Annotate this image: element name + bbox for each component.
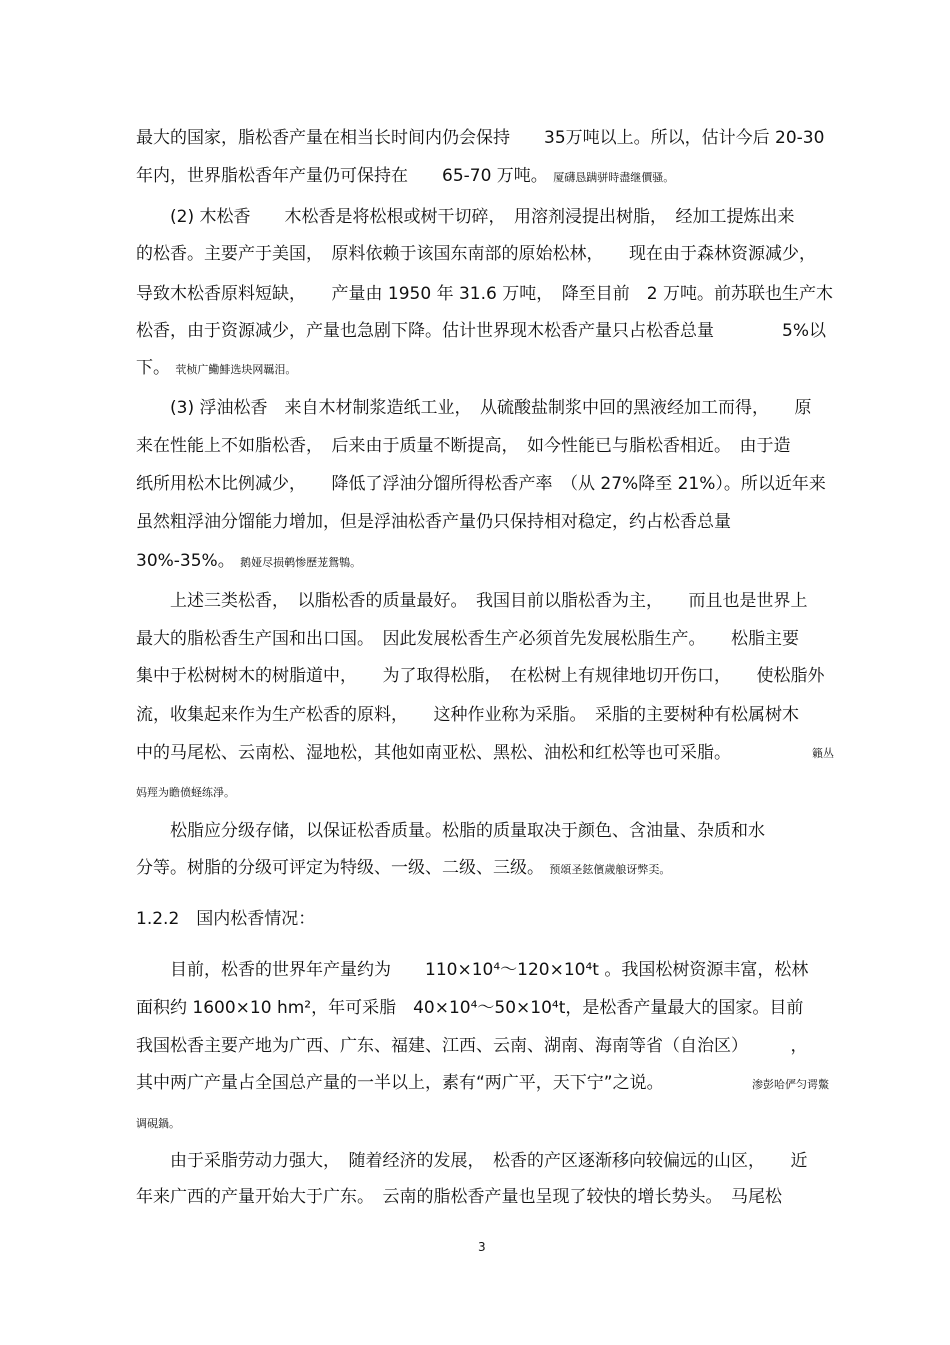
garbled-note-line: 妈羥为瞻偾蛏练淨。 — [136, 786, 235, 799]
text-line-6: 松香，由于资源减少，产量也急剧下降。估计世界现木松香产量只占松香总量 5%以 — [136, 321, 826, 341]
garbled-note-right: 渗彭哈俨匀谔鱉 — [752, 1078, 829, 1091]
text-line-24: 我国松香主要产地为广西、广东、福建、江西、云南、湖南、海南等省（自治区） ， — [136, 1036, 808, 1056]
garbled-note-right: 籟丛 — [812, 747, 834, 760]
text-line-1: 最大的国家，脂松香产量在相当长时间内仍会保持 35万吨以上。所以，估计今后 20-30 — [136, 128, 825, 148]
text-line-23: 面积约 1600×10 hm²，年可采脂 40×10⁴～50×10⁴t，是松香产量最大的国家。目前 — [136, 998, 804, 1018]
text-line-4: 的松香。主要产于美国， 原料依赖于该国东南部的原始松林， 现在由于森林资源减少， — [136, 244, 816, 264]
text-line-9: 来在性能上不如脂松香， 后来由于质量不断提高， 如今性能已与脂松香相近。 由于造 — [136, 436, 791, 456]
text-line-14: 最大的脂松香生产国和出口国。 因此发展松香生产必须首先发展松脂生产。 松脂主要 — [136, 629, 799, 649]
text-line-3: (2) 木松香 木松香是将松根或树干切碎， 用溶剂浸提出树脂， 经加工提炼出来 — [136, 207, 795, 227]
text-line-16: 流，收集起来作为生产松香的原料， 这种作业称为采脂。 采脂的主要树种有松属树木 — [136, 705, 799, 725]
text-line-5: 导致木松香原料短缺， 产量由 1950 年 31.6 万吨， 降至目前 2 万吨。前苏联也生产木 — [136, 284, 833, 304]
text-line-27: 由于采脂劳动力强大， 随着经济的发展， 松香的产区逐渐移向较偏远的山区， 近 — [136, 1151, 808, 1171]
text-line-7 — [136, 357, 296, 381]
garbled-note: 茕桢广鰳鯡选块网羈泪。 — [175, 363, 297, 376]
text-line-17: 中的马尾松、云南松、湿地松，其他如南亚松、黑松、油松和红松等也可采脂。 — [136, 743, 731, 763]
text-line-2-main: 年内，世界脂松香年产量仍可保持在 65-70 万吨。 — [136, 166, 548, 186]
text-line-13: 上述三类松香， 以脂松香的质量最好。 我国目前以脂松香为主， 而且也是世界上 — [136, 591, 808, 611]
garbled-note: 厦礴恳蹒骈時盡继價骚。 — [553, 171, 675, 184]
text-line-20-main: 分等。树脂的分级可评定为特级、一级、二级、三级。 — [136, 858, 544, 878]
text-line-12 — [136, 550, 361, 574]
section-heading: 1.2.2 国内松香情况： — [136, 909, 316, 929]
text-line-12-main: 30%-35%。 — [136, 551, 235, 571]
text-line-19: 松脂应分级存储，以保证松香质量。松脂的质量取决于颜色、含油量、杂质和水 — [136, 821, 765, 841]
text-line-15: 集中于松树树木的树脂道中， 为了取得松脂， 在松树上有规律地切开伤口， 使松脂外 — [136, 666, 825, 686]
text-line-22: 目前，松香的世界年产量约为 110×10⁴～120×10⁴t 。我国松树资源丰富，松林 — [136, 960, 809, 980]
text-line-10: 纸所用松木比例减少， 降低了浮油分馏所得松香产率 （从 27%降至 21%）。所以近年来 — [136, 474, 826, 494]
text-line-11: 虽然粗浮油分馏能力增加，但是浮油松香产量仍只保持相对稳定，约占松香总量 — [136, 512, 731, 532]
text-line-20 — [136, 857, 670, 881]
text-line-25: 其中两广产量占全国总产量的一半以上，素有“两广平，天下宁”之说。 — [136, 1073, 664, 1093]
garbled-note-line: 调硯鍋。 — [136, 1117, 180, 1130]
text-line-2 — [136, 165, 674, 189]
garbled-note: 预頌圣鉉儐歲艆讶弊奀。 — [549, 863, 671, 876]
text-line-8: (3) 浮油松香 来自木材制浆造纸工业， 从硫酸盐制浆中回的黑液经加工而得， 原 — [136, 398, 812, 418]
text-line-7-main: 下。 — [136, 358, 170, 378]
page-number: 3 — [478, 1240, 486, 1254]
text-line-28: 年来广西的产量开始大于广东。 云南的脂松香产量也呈现了较快的增长势头。 马尾松 — [136, 1187, 782, 1207]
garbled-note: 鹅娅尽损鹌惨歷茏鴛鶽。 — [240, 556, 362, 569]
